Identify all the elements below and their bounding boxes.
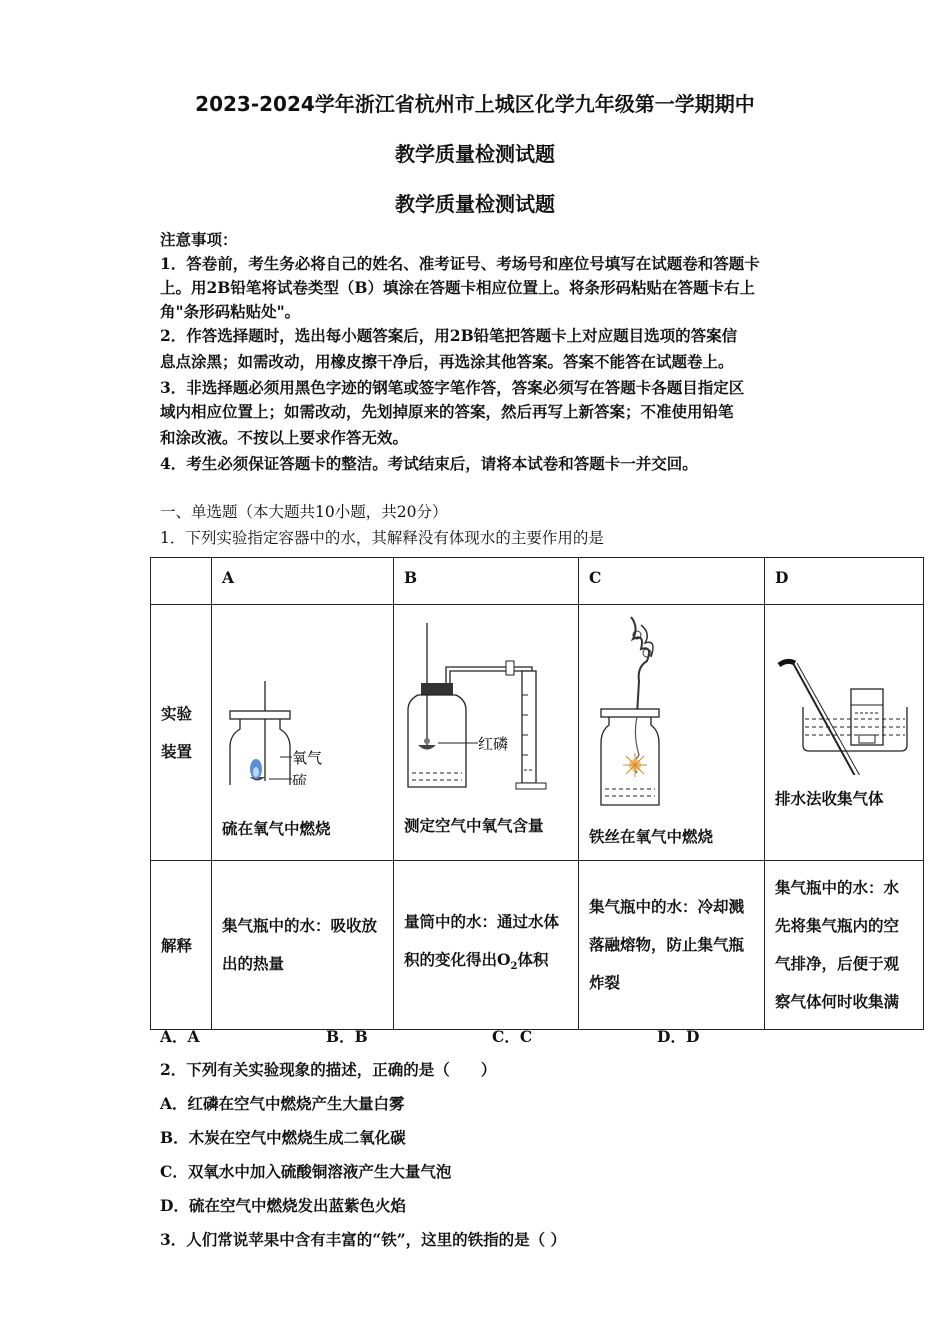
- q3-stem: 3．人们常说苹果中含有丰富的“铁”，这里的铁指的是（ ）: [160, 1230, 567, 1249]
- notice-line: 1．答卷前，考生务必将自己的姓名、准考证号、考场号和座位号填写在试题卷和答题卡: [160, 254, 760, 273]
- phosphorus-oxygen-figure: [394, 605, 578, 800]
- q2-option-a: A．红磷在空气中燃烧产生大量白雾: [160, 1094, 405, 1113]
- oxygen-label: 氧气: [292, 749, 323, 767]
- explanation-a: 集气瓶中的水：吸收放出的热量: [212, 861, 394, 1030]
- notice-heading: 注意事项：: [160, 230, 238, 249]
- q1-stem: 1．下列实验指定容器中的水，其解释没有体现水的主要作用的是: [160, 529, 604, 547]
- explanation-c: 集气瓶中的水：冷却溅落融熔物，防止集气瓶炸裂: [579, 861, 765, 1030]
- sulfur-label: 硫: [292, 772, 308, 785]
- explanation-b: 量筒中的水：通过水体积的变化得出$O_2$体积: [394, 861, 579, 1030]
- caption-c: 铁丝在氧气中燃烧: [589, 827, 714, 846]
- notice-line: 域内相应位置上；如需改动，先划掉原来的答案，然后再写上新答案；不准使用铅笔: [160, 402, 734, 421]
- q2-stem: 2．下列有关实验现象的描述，正确的是（ ）: [160, 1060, 497, 1079]
- apparatus-a-cell: [212, 605, 394, 861]
- water-displacement-figure: [765, 605, 923, 775]
- q1-option-a: A．A: [160, 1027, 200, 1046]
- column-header-b: B: [394, 558, 579, 605]
- q1-option-c: C．C: [492, 1027, 533, 1046]
- row-label-explanation: 解释: [151, 861, 212, 1030]
- red-phosphorus-label: 红磷: [478, 735, 509, 753]
- notice-line: 3．非选择题必须用黑色字迹的钢笔或签字笔作答，答案必须写在答题卡各题目指定区: [160, 378, 745, 397]
- sulfur-burning-figure: [212, 605, 393, 785]
- notice-line: 息点涂黑；如需改动，用橡皮擦干净后，再选涂其他答案。答案不能答在试题卷上。: [160, 352, 734, 371]
- notice-line: 上。用2B铅笔将试卷类型（B）填涂在答题卡相应位置上。将条形码粘贴在答题卡右上: [160, 278, 755, 297]
- q2-option-d: D．硫在空气中燃烧发出蓝紫色火焰: [160, 1196, 406, 1215]
- caption-a: 硫在氧气中燃烧: [222, 819, 331, 838]
- explanation-d: 集气瓶中的水：水先将集气瓶内的空气排净，后便于观察气体何时收集满: [765, 861, 924, 1030]
- q2-option-b: B．木炭在空气中燃烧生成二氧化碳: [160, 1128, 406, 1147]
- notice-line: 角"条形码粘贴处"。: [160, 302, 301, 321]
- iron-wire-burning-figure: [579, 605, 764, 815]
- notice-line: 4．考生必须保证答题卡的整洁。考试结束后，请将本试卷和答题卡一并交回。: [160, 454, 698, 473]
- q1-option-b: B．B: [326, 1027, 368, 1046]
- row-label-apparatus: 实验 装置: [151, 605, 212, 861]
- exam-title-line3: 教学质量检测试题: [395, 192, 555, 216]
- exam-title-line2: 教学质量检测试题: [395, 142, 555, 166]
- header-blank-cell: [151, 558, 212, 605]
- q1-option-d: D．D: [657, 1027, 700, 1046]
- exam-title-line1: 2023-2024学年浙江省杭州市上城区化学九年级第一学期期中: [195, 92, 755, 116]
- q2-option-c: C．双氧水中加入硫酸铜溶液产生大量气泡: [160, 1162, 452, 1181]
- caption-b: 测定空气中氧气含量: [404, 816, 544, 835]
- notice-line: 和涂改液。不按以上要求作答无效。: [160, 428, 409, 447]
- apparatus-b-cell: [394, 605, 579, 861]
- q1-table: [150, 557, 924, 1030]
- column-header-c: C: [579, 558, 765, 605]
- section-heading: 一、单选题（本大题共10小题，共20分）: [160, 503, 448, 521]
- apparatus-c-cell: [579, 605, 765, 861]
- column-header-a: A: [212, 558, 394, 605]
- column-header-d: D: [765, 558, 924, 605]
- caption-d: 排水法收集气体: [775, 789, 884, 808]
- apparatus-d-cell: [765, 605, 924, 861]
- notice-line: 2．作答选择题时，选出每小题答案后，用2B铅笔把答题卡上对应题目选项的答案信: [160, 326, 738, 345]
